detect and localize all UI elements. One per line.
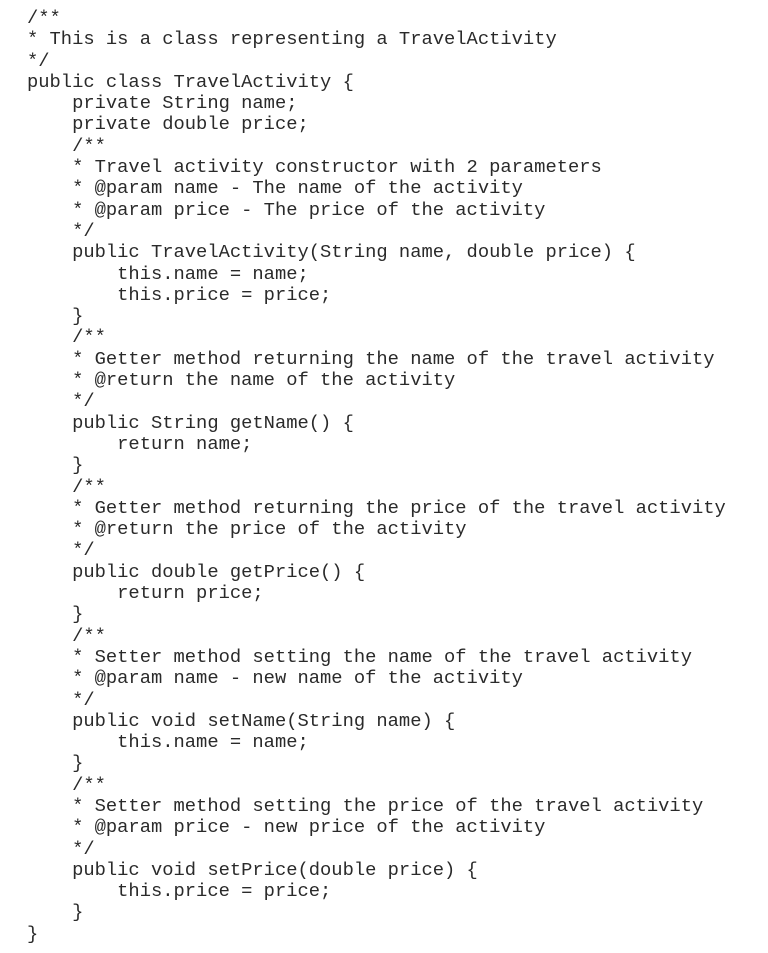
code-line: */ — [27, 219, 95, 242]
code-line: } — [27, 603, 84, 626]
code-line: /** — [27, 326, 106, 349]
code-line: * Travel activity constructor with 2 parameters — [27, 156, 602, 179]
code-line: /** — [27, 134, 106, 157]
code-line: * Getter method returning the name of the travel activity — [27, 347, 715, 370]
code-line: this.name = name; — [27, 262, 309, 285]
code-line: } — [27, 752, 84, 775]
code-line: public String getName() { — [27, 411, 354, 434]
code-line: return price; — [27, 582, 264, 605]
code-line: * @param name - The name of the activity — [27, 177, 523, 200]
code-line: */ — [27, 49, 50, 72]
code-line: * @return the price of the activity — [27, 518, 467, 541]
code-line: /** — [27, 7, 61, 29]
code-line: public TravelActivity(String name, double price) { — [27, 241, 636, 264]
code-line: public double getPrice() { — [27, 560, 366, 583]
code-line: public void setPrice(double price) { — [27, 858, 478, 881]
code-line: } — [27, 922, 39, 945]
code-line: public void setName(String name) { — [27, 709, 456, 732]
code-line: * This is a class representing a TravelActivity — [27, 28, 557, 51]
code-line: /** — [27, 773, 106, 796]
code-line: this.price = price; — [27, 283, 332, 306]
code-line: /** — [27, 624, 106, 647]
code-line: private double price; — [27, 113, 309, 136]
code-line: */ — [27, 837, 95, 860]
code-line: * @param name - new name of the activity — [27, 667, 523, 690]
code-line: * Getter method returning the price of the travel activity — [27, 496, 726, 519]
code-block — [27, 8, 726, 945]
code-line: */ — [27, 390, 95, 413]
code-line: */ — [27, 539, 95, 562]
code-line: } — [27, 901, 84, 924]
code-line: * @param price - The price of the activity — [27, 198, 546, 221]
code-line: } — [27, 454, 84, 477]
code-line: /** — [27, 475, 106, 498]
code-line: } — [27, 305, 84, 328]
code-line: */ — [27, 688, 95, 711]
code-line: * @param price - new price of the activity — [27, 816, 546, 839]
code-line: * @return the name of the activity — [27, 369, 456, 392]
code-line: * Setter method setting the price of the travel activity — [27, 794, 704, 817]
code-line: this.name = name; — [27, 731, 309, 754]
code-line: private String name; — [27, 92, 298, 115]
code-line: this.price = price; — [27, 880, 332, 903]
code-line: * Setter method setting the name of the travel activity — [27, 645, 692, 668]
code-line: return name; — [27, 432, 253, 455]
code-line: public class TravelActivity { — [27, 70, 354, 93]
